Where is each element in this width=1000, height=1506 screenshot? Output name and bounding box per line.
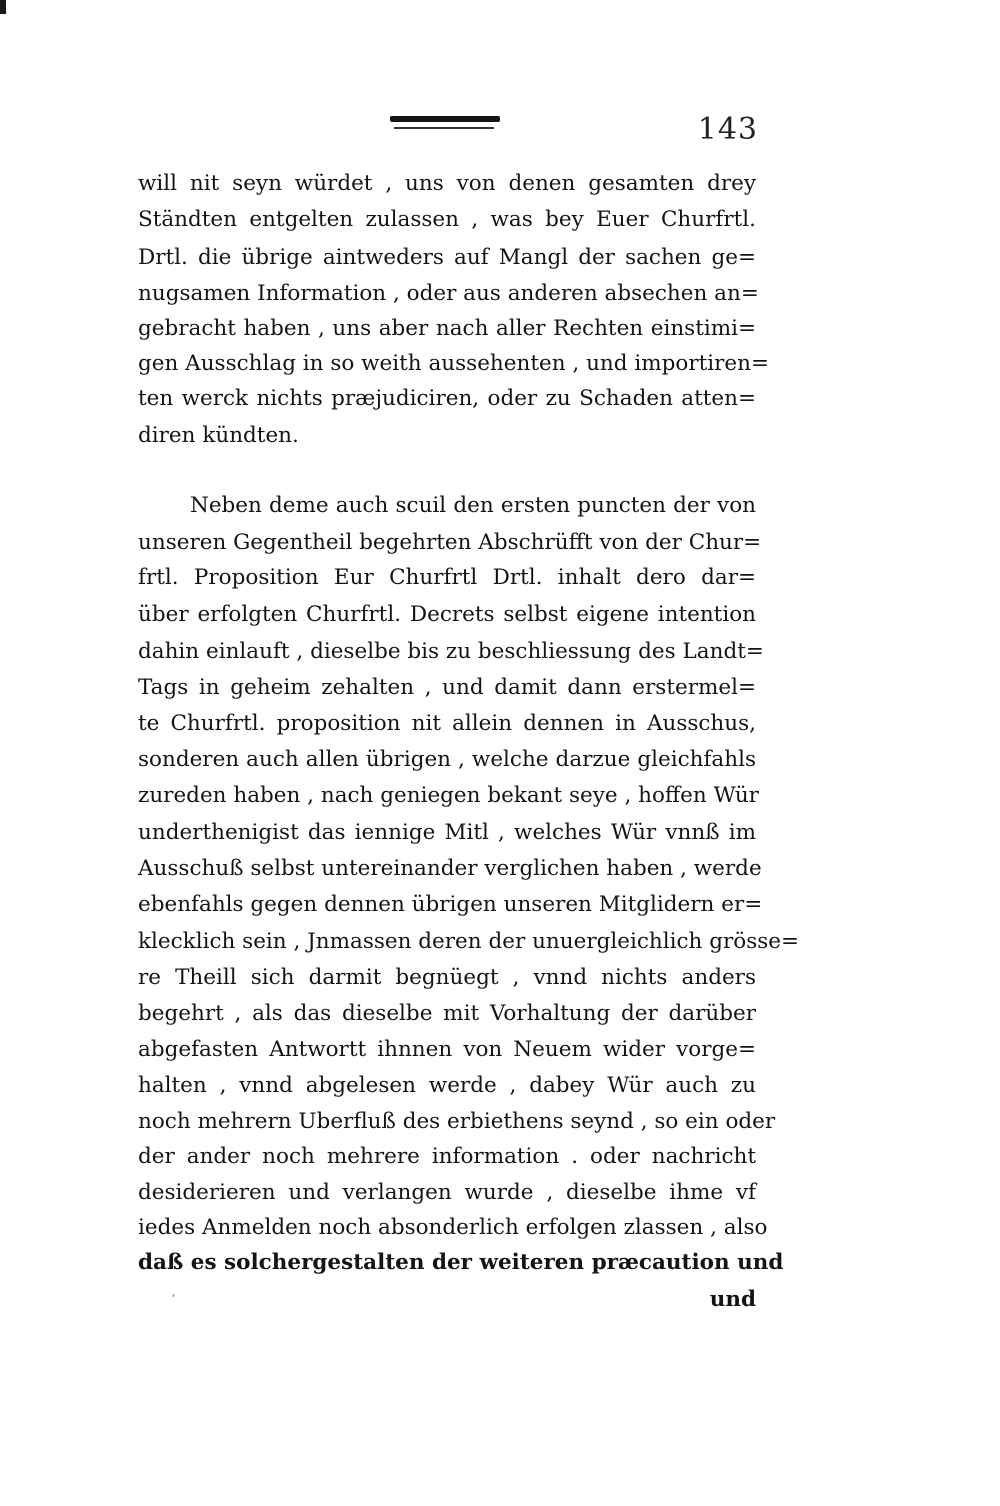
text-line: re Theill sich darmit begnüegt , vnnd nichts anders [138,965,756,990]
text-line: zureden haben , nach geniegen bekant seye , hoffen Wür [138,783,759,808]
text-line: dahin einlauft , dieselbe bis zu beschliessung des Landt= [138,639,764,664]
text-line: underthenigist das iennige Mitl , welches Wür vnnß im [138,820,756,845]
text-line: iedes Anmelden noch absonderlich erfolgen zlassen , also [138,1215,768,1240]
text-line: diren kündten. [138,423,299,448]
page-number: 143 [697,112,758,147]
text-line: Tags in geheim zehalten , und damit dann erstermel= [138,675,756,700]
text-line: sonderen auch allen übrigen , welche darzue gleichfahls [138,747,756,772]
text-line: Ausschuß selbst untereinander verglichen haben , werde [138,856,762,881]
text-line: der ander noch mehrere information . oder nachricht [138,1144,756,1169]
text-line: Ständten entgelten zulassen , was bey Euer Churfrtl. [138,207,756,232]
text-line: gebracht haben , uns aber nach aller Rechten einstimi= [138,316,756,341]
header-rule-thin [394,127,494,129]
catchword: und [709,1287,756,1312]
text-line: begehrt , als das dieselbe mit Vorhaltung der darüber [138,1001,756,1026]
text-line: Neben deme auch scuil den ersten puncten der von [190,493,756,518]
paper-speck [172,1294,175,1297]
text-line: über erfolgten Churfrtl. Decrets selbst eigene intention [138,602,756,627]
text-line: klecklich sein , Jnmassen deren der unuergleichlich grösse= [138,929,799,954]
text-line: noch mehrern Uberfluß des erbiethens seynd , so ein oder [138,1109,776,1134]
text-line: will nit seyn würdet , uns von denen gesamten drey [138,171,756,196]
text-line: ebenfahls gegen dennen übrigen unseren Mitglidern er= [138,892,763,917]
text-line: abgefasten Antwortt ihnnen von Neuem wider vorge= [138,1037,756,1062]
text-line: halten , vnnd abgelesen werde , dabey Wür auch zu [138,1073,756,1098]
text-line: gen Ausschlag in so weith aussehenten , und importiren= [138,351,769,376]
text-line: ten werck nichts præjudiciren, oder zu Schaden atten= [138,386,756,411]
text-line: desiderieren und verlangen wurde , dieselbe ihme vf [138,1180,756,1205]
header-rule-thick [390,116,500,122]
page-edge-mark [0,0,6,14]
text-line: te Churfrtl. proposition nit allein dennen in Ausschus, [138,711,756,736]
text-line: daß es solchergestalten der weiteren præcaution und [138,1250,784,1275]
text-line: frtl. Proposition Eur Churfrtl Drtl. inhalt dero dar= [138,565,756,590]
text-line: unseren Gegentheil begehrten Abschrüfft von der Chur= [138,530,762,555]
header-ornament-rule [390,116,500,129]
text-line: Drtl. die übrige aintweders auf Mangl der sachen ge= [138,245,756,270]
text-line: nugsamen Information , oder aus anderen absechen an= [138,281,759,306]
